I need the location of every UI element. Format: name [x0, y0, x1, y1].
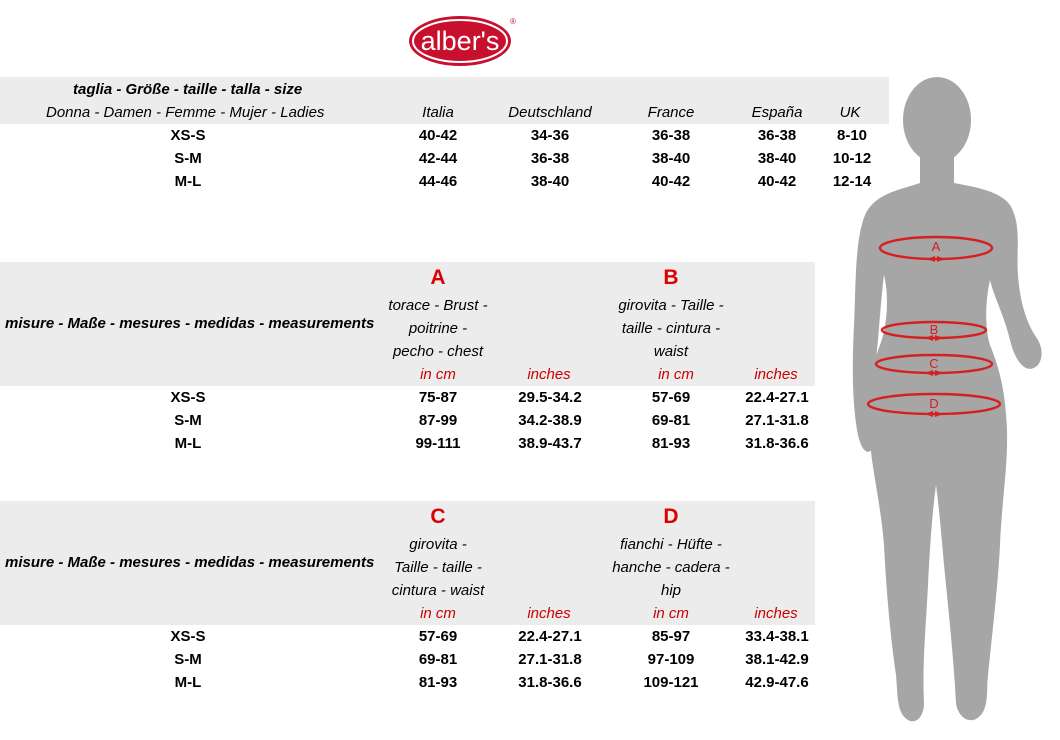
- measure-desc: Taille - taille -: [394, 559, 482, 576]
- table-cell: 31.8-36.6: [745, 435, 809, 452]
- measure-desc: taille - cintura -: [621, 320, 721, 337]
- table-cell: 69-81: [418, 651, 458, 668]
- table-cell: 99-111: [415, 435, 461, 452]
- table-cell: 27.1-31.8: [745, 412, 809, 429]
- ring-b-label: B: [929, 322, 939, 337]
- table-cell: 34.2-38.9: [518, 412, 582, 429]
- marker-d-label: D: [663, 505, 679, 528]
- ring-a-label: A: [931, 239, 941, 254]
- table-cell: 40-42: [757, 173, 797, 190]
- table-row-size: M-L: [174, 674, 202, 691]
- table-cell: 22.4-27.1: [745, 389, 809, 406]
- unit-label: inches: [527, 605, 571, 622]
- measure-desc: hip: [660, 582, 682, 599]
- table-cell: 42-44: [418, 150, 458, 167]
- measure1-row-label: misure - Maße - mesures - medidas - measurements: [5, 315, 375, 332]
- logo-text: alber's: [420, 26, 500, 56]
- table-cell: 12-14: [832, 173, 872, 190]
- table-cell: 38-40: [757, 150, 797, 167]
- table-cell: 33.4-38.1: [745, 628, 809, 645]
- table-cell: 57-69: [651, 389, 691, 406]
- table-cell: 81-93: [418, 674, 458, 691]
- unit-label: inches: [754, 605, 798, 622]
- ring-d-label: D: [929, 396, 939, 411]
- table-cell: 10-12: [832, 150, 872, 167]
- table-cell: 31.8-36.6: [518, 674, 582, 691]
- table-row-size: M-L: [174, 435, 202, 452]
- unit-label: inches: [754, 366, 798, 383]
- registered-mark: ®: [510, 17, 516, 26]
- col-deutschland: Deutschland: [508, 104, 592, 121]
- table-cell: 38-40: [651, 150, 691, 167]
- table-cell: 29.5-34.2: [518, 389, 582, 406]
- table-cell: 36-38: [530, 150, 570, 167]
- table-cell: 75-87: [418, 389, 458, 406]
- sizes-subheader: Donna - Damen - Femme - Mujer - Ladies: [46, 104, 325, 121]
- table-row-size: S-M: [174, 412, 202, 429]
- table-cell: 81-93: [651, 435, 691, 452]
- table-row-size: XS-S: [170, 628, 206, 645]
- table-cell: 36-38: [651, 127, 691, 144]
- table-cell: 69-81: [651, 412, 691, 429]
- measure2-row-label: misure - Maße - mesures - medidas - measurements: [5, 554, 375, 571]
- table-cell: 40-42: [418, 127, 458, 144]
- unit-label: in cm: [420, 366, 456, 383]
- table-cell: 8-10: [836, 127, 868, 144]
- table-cell: 42.9-47.6: [745, 674, 809, 691]
- body-figure: [840, 75, 1060, 735]
- marker-b-label: B: [663, 266, 679, 289]
- measure-desc: torace - Brust -: [388, 297, 488, 314]
- measure-desc: waist: [653, 343, 689, 360]
- col-italia: Italia: [422, 104, 454, 121]
- table-row-size: M-L: [174, 173, 202, 190]
- table-cell: 97-109: [647, 651, 695, 668]
- table-cell: 40-42: [651, 173, 691, 190]
- unit-label: inches: [527, 366, 571, 383]
- table-cell: 44-46: [418, 173, 458, 190]
- table-cell: 57-69: [418, 628, 458, 645]
- unit-label: in cm: [653, 605, 689, 622]
- table-cell: 22.4-27.1: [518, 628, 582, 645]
- table-cell: 38-40: [530, 173, 570, 190]
- table-cell: 109-121: [643, 674, 699, 691]
- marker-a-label: A: [430, 266, 446, 289]
- table-cell: 27.1-31.8: [518, 651, 582, 668]
- col-uk: UK: [839, 104, 861, 121]
- measure-desc: fianchi - Hüfte -: [620, 536, 722, 553]
- table-cell: 36-38: [757, 127, 797, 144]
- table-cell: 87-99: [418, 412, 458, 429]
- marker-c-label: C: [430, 505, 446, 528]
- measure-desc: girovita -: [409, 536, 467, 553]
- measure-desc: cintura - waist: [391, 582, 485, 599]
- table-row-size: S-M: [174, 150, 202, 167]
- table-cell: 34-36: [530, 127, 570, 144]
- measure-desc: hanche - cadera -: [612, 559, 730, 576]
- brand-logo: [407, 12, 517, 68]
- measure-desc: poitrine -: [408, 320, 468, 337]
- table-row-size: XS-S: [170, 127, 206, 144]
- unit-label: in cm: [420, 605, 456, 622]
- unit-label: in cm: [658, 366, 694, 383]
- measure-desc: pecho - chest: [392, 343, 484, 360]
- col-france: France: [647, 104, 695, 121]
- table-row-size: S-M: [174, 651, 202, 668]
- measure-desc: girovita - Taille -: [618, 297, 724, 314]
- table-row-size: XS-S: [170, 389, 206, 406]
- table-cell: 85-97: [651, 628, 691, 645]
- col-espana: España: [751, 104, 803, 121]
- table-cell: 38.1-42.9: [745, 651, 809, 668]
- ring-c-label: C: [929, 356, 939, 371]
- table-cell: 38.9-43.7: [518, 435, 582, 452]
- sizes-header: taglia - Größe - taille - talla - size: [73, 81, 303, 98]
